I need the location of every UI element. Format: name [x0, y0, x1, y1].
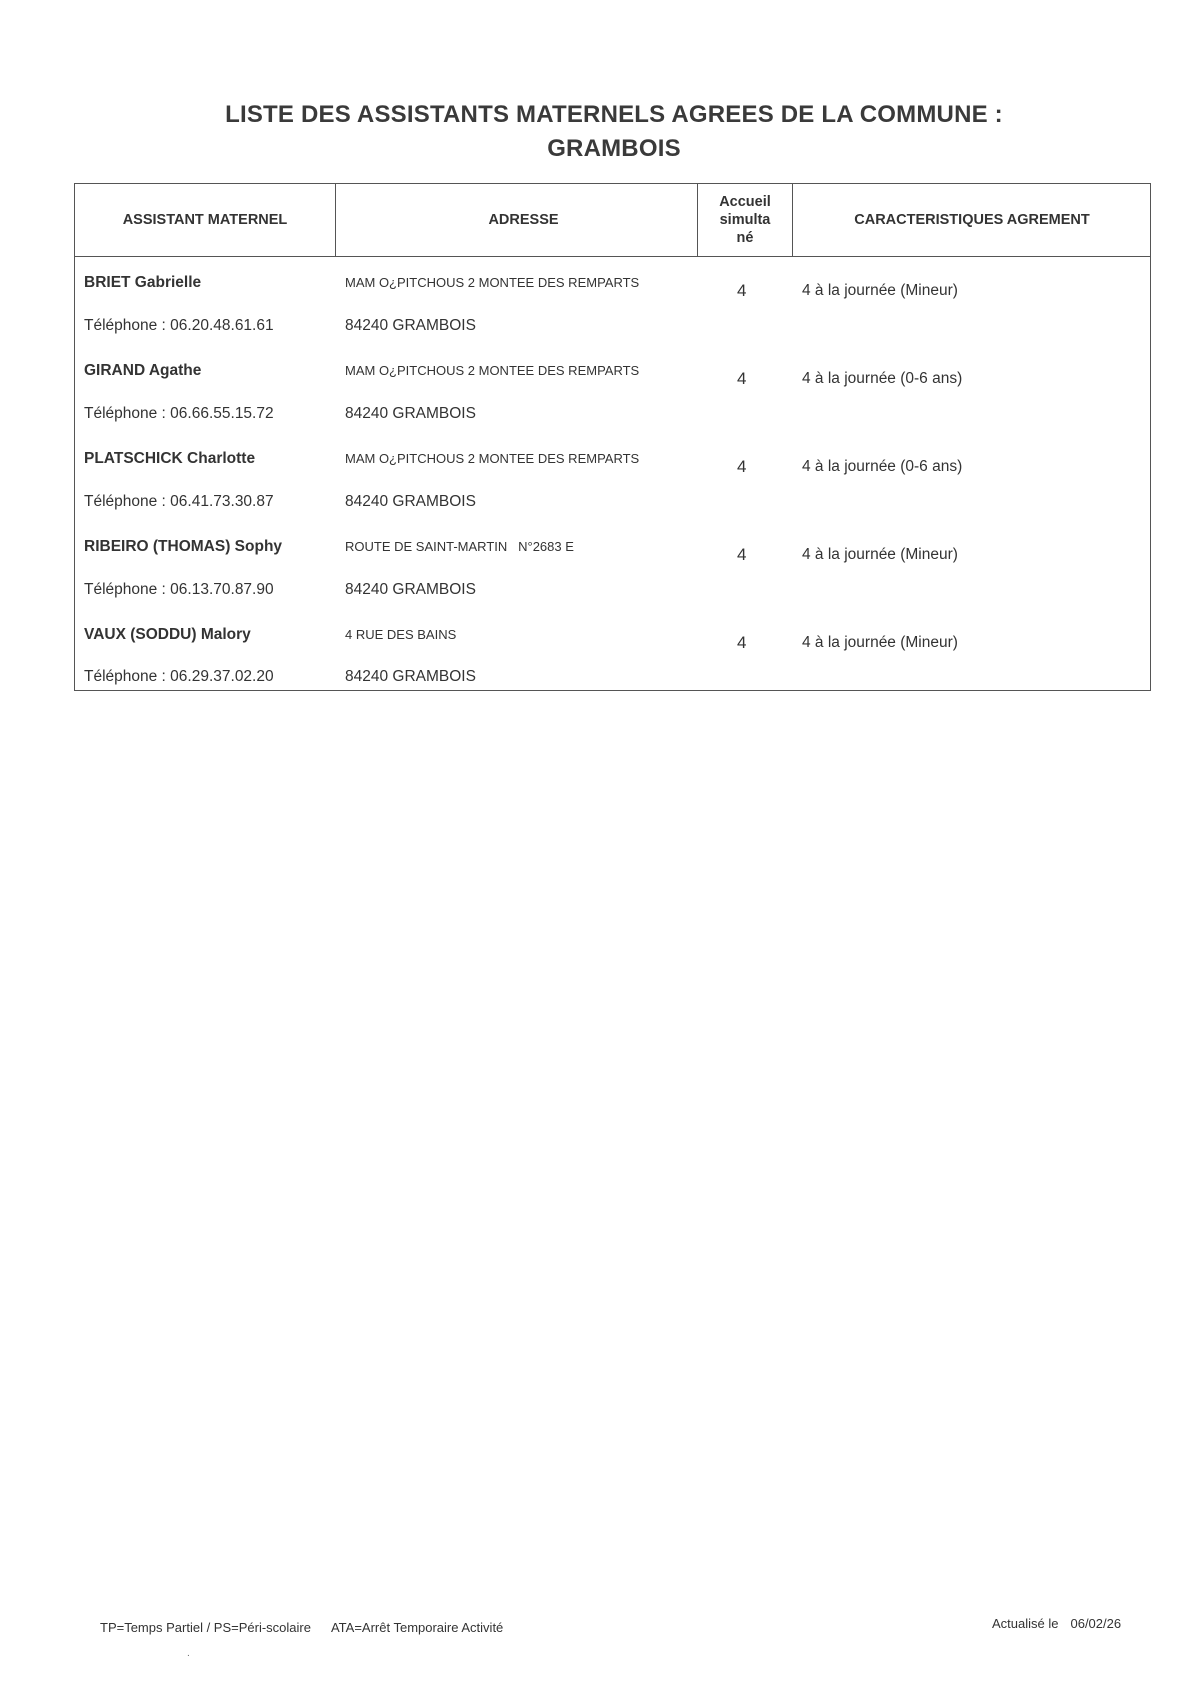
footer-dot: .: [187, 1648, 190, 1659]
assistant-name: VAUX (SODDU) Malory: [84, 626, 251, 643]
address-line: MAM O¿PITCHOUS 2 MONTEE DES REMPARTS: [345, 363, 640, 378]
phone-number: Téléphone : 06.13.70.87.90: [84, 581, 274, 598]
phone-number: Téléphone : 06.29.37.02.20: [84, 668, 274, 685]
agrement-text: 4 à la journée (0-6 ans): [802, 458, 963, 475]
phone-number: Téléphone : 06.20.48.61.61: [84, 317, 274, 334]
header-accueil-line2: simulta: [719, 212, 771, 228]
agrement-text: 4 à la journée (0-6 ans): [802, 370, 963, 387]
agrement-text: 4 à la journée (Mineur): [802, 282, 958, 299]
assistant-name: BRIET Gabrielle: [84, 274, 202, 291]
address-city: 84240 GRAMBOIS: [345, 317, 476, 334]
accueil-count: 4: [737, 369, 747, 388]
address-city: 84240 GRAMBOIS: [345, 405, 476, 422]
address-city: 84240 GRAMBOIS: [345, 668, 476, 685]
assistant-name: RIBEIRO (THOMAS) Sophy: [84, 538, 283, 555]
header-accueil-line1: Accueil: [719, 194, 771, 210]
footer-legend: [100, 1620, 503, 1635]
address-line: MAM O¿PITCHOUS 2 MONTEE DES REMPARTS: [345, 275, 640, 290]
phone-number: Téléphone : 06.41.73.30.87: [84, 493, 274, 510]
legend-part-1: TP=Temps Partiel / PS=Péri-scolaire: [100, 1620, 311, 1635]
assistant-name: PLATSCHICK Charlotte: [84, 450, 256, 467]
document-title: [0, 98, 1200, 166]
accueil-count: 4: [737, 281, 747, 300]
footer-updated: [992, 1616, 1121, 1631]
agrement-text: 4 à la journée (Mineur): [802, 546, 958, 563]
header-agrement: CARACTERISTIQUES AGREMENT: [854, 212, 1090, 228]
accueil-count: 4: [737, 545, 747, 564]
title-line-1: LISTE DES ASSISTANTS MATERNELS AGREES DE LA COMMUNE :: [225, 101, 1003, 128]
address-city: 84240 GRAMBOIS: [345, 493, 476, 510]
header-adresse: ADRESSE: [488, 212, 559, 228]
address-line: 4 RUE DES BAINS: [345, 627, 457, 642]
header-accueil-line3: né: [736, 230, 754, 246]
agrement-text: 4 à la journée (Mineur): [802, 634, 958, 651]
address-line: MAM O¿PITCHOUS 2 MONTEE DES REMPARTS: [345, 451, 640, 466]
phone-number: Téléphone : 06.66.55.15.72: [84, 405, 274, 422]
header-accueil: [698, 184, 792, 256]
address-line: ROUTE DE SAINT-MARTIN N°2683 E: [345, 539, 574, 554]
updated-label: Actualisé le: [992, 1616, 1059, 1631]
table-header: [75, 184, 1150, 257]
assistants-table: [74, 183, 1151, 691]
legend-part-2: ATA=Arrêt Temporaire Activité: [330, 1620, 504, 1635]
accueil-count: 4: [737, 457, 747, 476]
accueil-count: 4: [737, 633, 747, 652]
header-assistant: ASSISTANT MATERNEL: [122, 212, 288, 228]
address-city: 84240 GRAMBOIS: [345, 581, 476, 598]
updated-date: 06/02/26: [1070, 1616, 1122, 1631]
assistant-name: GIRAND Agathe: [84, 362, 202, 379]
title-line-2: GRAMBOIS: [547, 135, 681, 162]
